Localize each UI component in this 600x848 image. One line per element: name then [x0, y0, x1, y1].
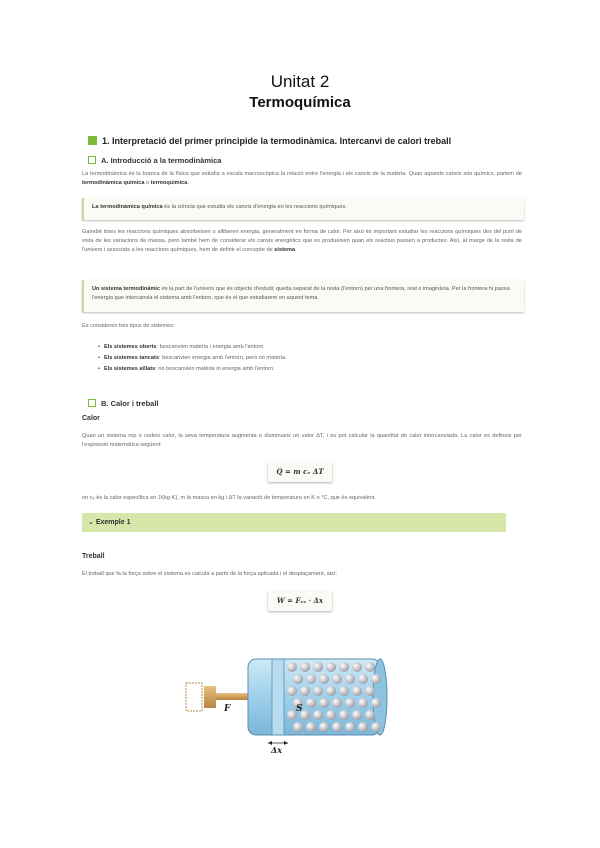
- gas-molecule: [365, 710, 375, 720]
- definition-term: La termodinàmica química: [92, 204, 163, 210]
- section-heading-text: 1. Interpretació del primer principide la termodinàmica. Intercanvi de calori treball: [102, 136, 452, 146]
- intro-text-end: .: [187, 180, 189, 186]
- arrow-right-icon: [284, 741, 288, 745]
- list-item: [98, 353, 287, 364]
- work-formula: W = Fₑₓ · Δx: [268, 591, 332, 611]
- gas-molecule: [352, 662, 362, 672]
- gas-molecule: [339, 686, 349, 696]
- gas-molecule: [339, 662, 349, 672]
- gas-molecule: [358, 722, 368, 732]
- unit-title: Unitat 2: [270, 72, 330, 91]
- reactions-paragraph: [82, 228, 522, 255]
- gas-molecule: [319, 722, 329, 732]
- gas-molecule: [313, 710, 323, 720]
- list-item: [98, 364, 287, 375]
- list-item-term: Els sistemes tancats: [103, 355, 160, 361]
- gas-molecule: [326, 662, 336, 672]
- displacement-label: Δx: [271, 745, 282, 755]
- calor-paragraph: Quan un sistema rep o cedeix calor, la seva temperatura augmenta o disminueix un valor ΔT, i es pot calcular la quantitat de calor intercanviada. La calor es defineix per l'expressió matemàtica següent:: [82, 433, 522, 448]
- gas-molecule: [293, 722, 303, 732]
- list-item-term: Els sistemes oberts: [103, 344, 157, 350]
- checkbox-icon: [88, 156, 96, 164]
- subsection-a-text: A. Introducció a la termodinàmica: [101, 156, 222, 165]
- subsection-b-heading: [88, 399, 159, 408]
- gas-molecule: [371, 698, 381, 708]
- checkbox-icon: [88, 399, 96, 407]
- gas-molecule: [332, 674, 342, 684]
- force-label: F: [224, 704, 231, 714]
- definition-text: és la ciència que estudia els canvis d'energia en les reaccions químiques.: [162, 204, 347, 210]
- gas-molecule: [306, 698, 316, 708]
- system-definition-box: [82, 280, 524, 312]
- list-item: [98, 342, 287, 353]
- calor-heading: Calor: [82, 415, 100, 422]
- system-types-list: [98, 342, 287, 375]
- gas-molecule: [326, 710, 336, 720]
- subsection-a-heading: [88, 156, 221, 165]
- intro-bold-term: termodinàmica química: [82, 180, 145, 186]
- gas-molecule: [345, 722, 355, 732]
- unit-subtitle: Termoquímica: [249, 94, 351, 111]
- gas-molecule: [345, 698, 355, 708]
- system-term: sistema: [274, 247, 296, 253]
- intro-text-mid: o: [144, 180, 151, 186]
- gas-molecule: [287, 662, 297, 672]
- gas-molecule: [287, 686, 297, 696]
- chevron-down-icon: ⌄: [88, 519, 94, 526]
- system-types-intro: Es consideren tres tipus de sistemes:: [82, 323, 175, 329]
- subsection-b-text: B. Calor i treball: [101, 399, 159, 408]
- gas-molecule: [300, 662, 310, 672]
- gas-molecule: [339, 710, 349, 720]
- treball-heading: Treball: [82, 553, 105, 560]
- gas-molecule: [365, 686, 375, 696]
- piston-head: [272, 659, 284, 735]
- reactions-text: Gairebé totes les reaccions químiques absorbeixen o alliberen energia, generalment en forma de calor. Per això és important estudiar les reaccions químiques des del punt de vista de les variacions de massa, però també hem de considerar els canvis energètics que es produeixen quan els reactius passen a productes. Així, al marge de la resta de l'univers i associats a les reaccions químiques, hem de definir el concepte de: [82, 229, 522, 253]
- gas-molecule: [352, 686, 362, 696]
- gas-molecule: [319, 674, 329, 684]
- gas-molecule: [300, 686, 310, 696]
- list-item-term: Els sistemes aïllats: [103, 366, 156, 372]
- surface-label: S: [296, 704, 303, 714]
- gas-molecule: [358, 674, 368, 684]
- intro-text: La termodinàmica és la branca de la física que estudia a escala macroscòpica la relació entre l'energia i els canvis de la matèria. Quan aquests canvis són químics, parlem de: [82, 171, 522, 177]
- definition-box: [82, 198, 524, 220]
- green-square-icon: [88, 136, 97, 145]
- heat-formula: Q = m cₑ ΔT: [268, 462, 332, 482]
- gas-molecule: [365, 662, 375, 672]
- gas-molecule: [293, 674, 303, 684]
- piston-handle: [204, 686, 216, 708]
- list-item-text: : bescanvien energia amb l'entorn, però no matèria.: [159, 355, 287, 361]
- gas-molecule: [306, 722, 316, 732]
- list-item-text: : bescanvien matèria i energia amb l'entorn.: [156, 344, 265, 350]
- exemple-1-toggle[interactable]: [82, 513, 506, 532]
- gas-molecule: [313, 686, 323, 696]
- gas-molecule: [332, 722, 342, 732]
- gas-molecule: [352, 710, 362, 720]
- gas-molecule: [345, 674, 355, 684]
- exemple-1-label: Exemple 1: [95, 519, 131, 526]
- list-item-text: : no bescanvien matèria ni energia amb l'entorn.: [155, 366, 275, 372]
- system-definition-term: Un sistema termodinàmic: [92, 286, 161, 292]
- gas-molecule: [313, 662, 323, 672]
- gas-molecule: [332, 698, 342, 708]
- gas-molecule: [371, 674, 381, 684]
- treball-paragraph: El treball que fa la força sobre el sistema es calcula a partir de la força aplicada i el desplaçament, així:: [82, 571, 337, 577]
- gas-molecule: [319, 698, 329, 708]
- intro-paragraph: [82, 170, 522, 188]
- formula-explanation: on cₑ és la calor específica en J/(kg·K), m la massa en kg i ΔT la variació de temperatura en K o °C, que és equivalent.: [82, 495, 376, 501]
- gas-molecule: [306, 674, 316, 684]
- gas-molecule: [371, 722, 381, 732]
- gas-molecule: [326, 686, 336, 696]
- piston-figure: [180, 645, 390, 755]
- gas-molecule: [358, 698, 368, 708]
- intro-bold-term-2: termoquímica: [150, 180, 188, 186]
- system-definition-text: és la part de l'univers que és objecte d'estudi; queda separat de la resta (l'entorn) per una frontera, real o imaginària. Per la frontera hi passa l'energia que intercanvia el sistema amb l'entorn, que és el que estudiarem en aquest tema.: [92, 286, 510, 301]
- handle-outline: [186, 683, 202, 711]
- section-heading: [88, 136, 451, 146]
- reactions-text-end: .: [295, 247, 297, 253]
